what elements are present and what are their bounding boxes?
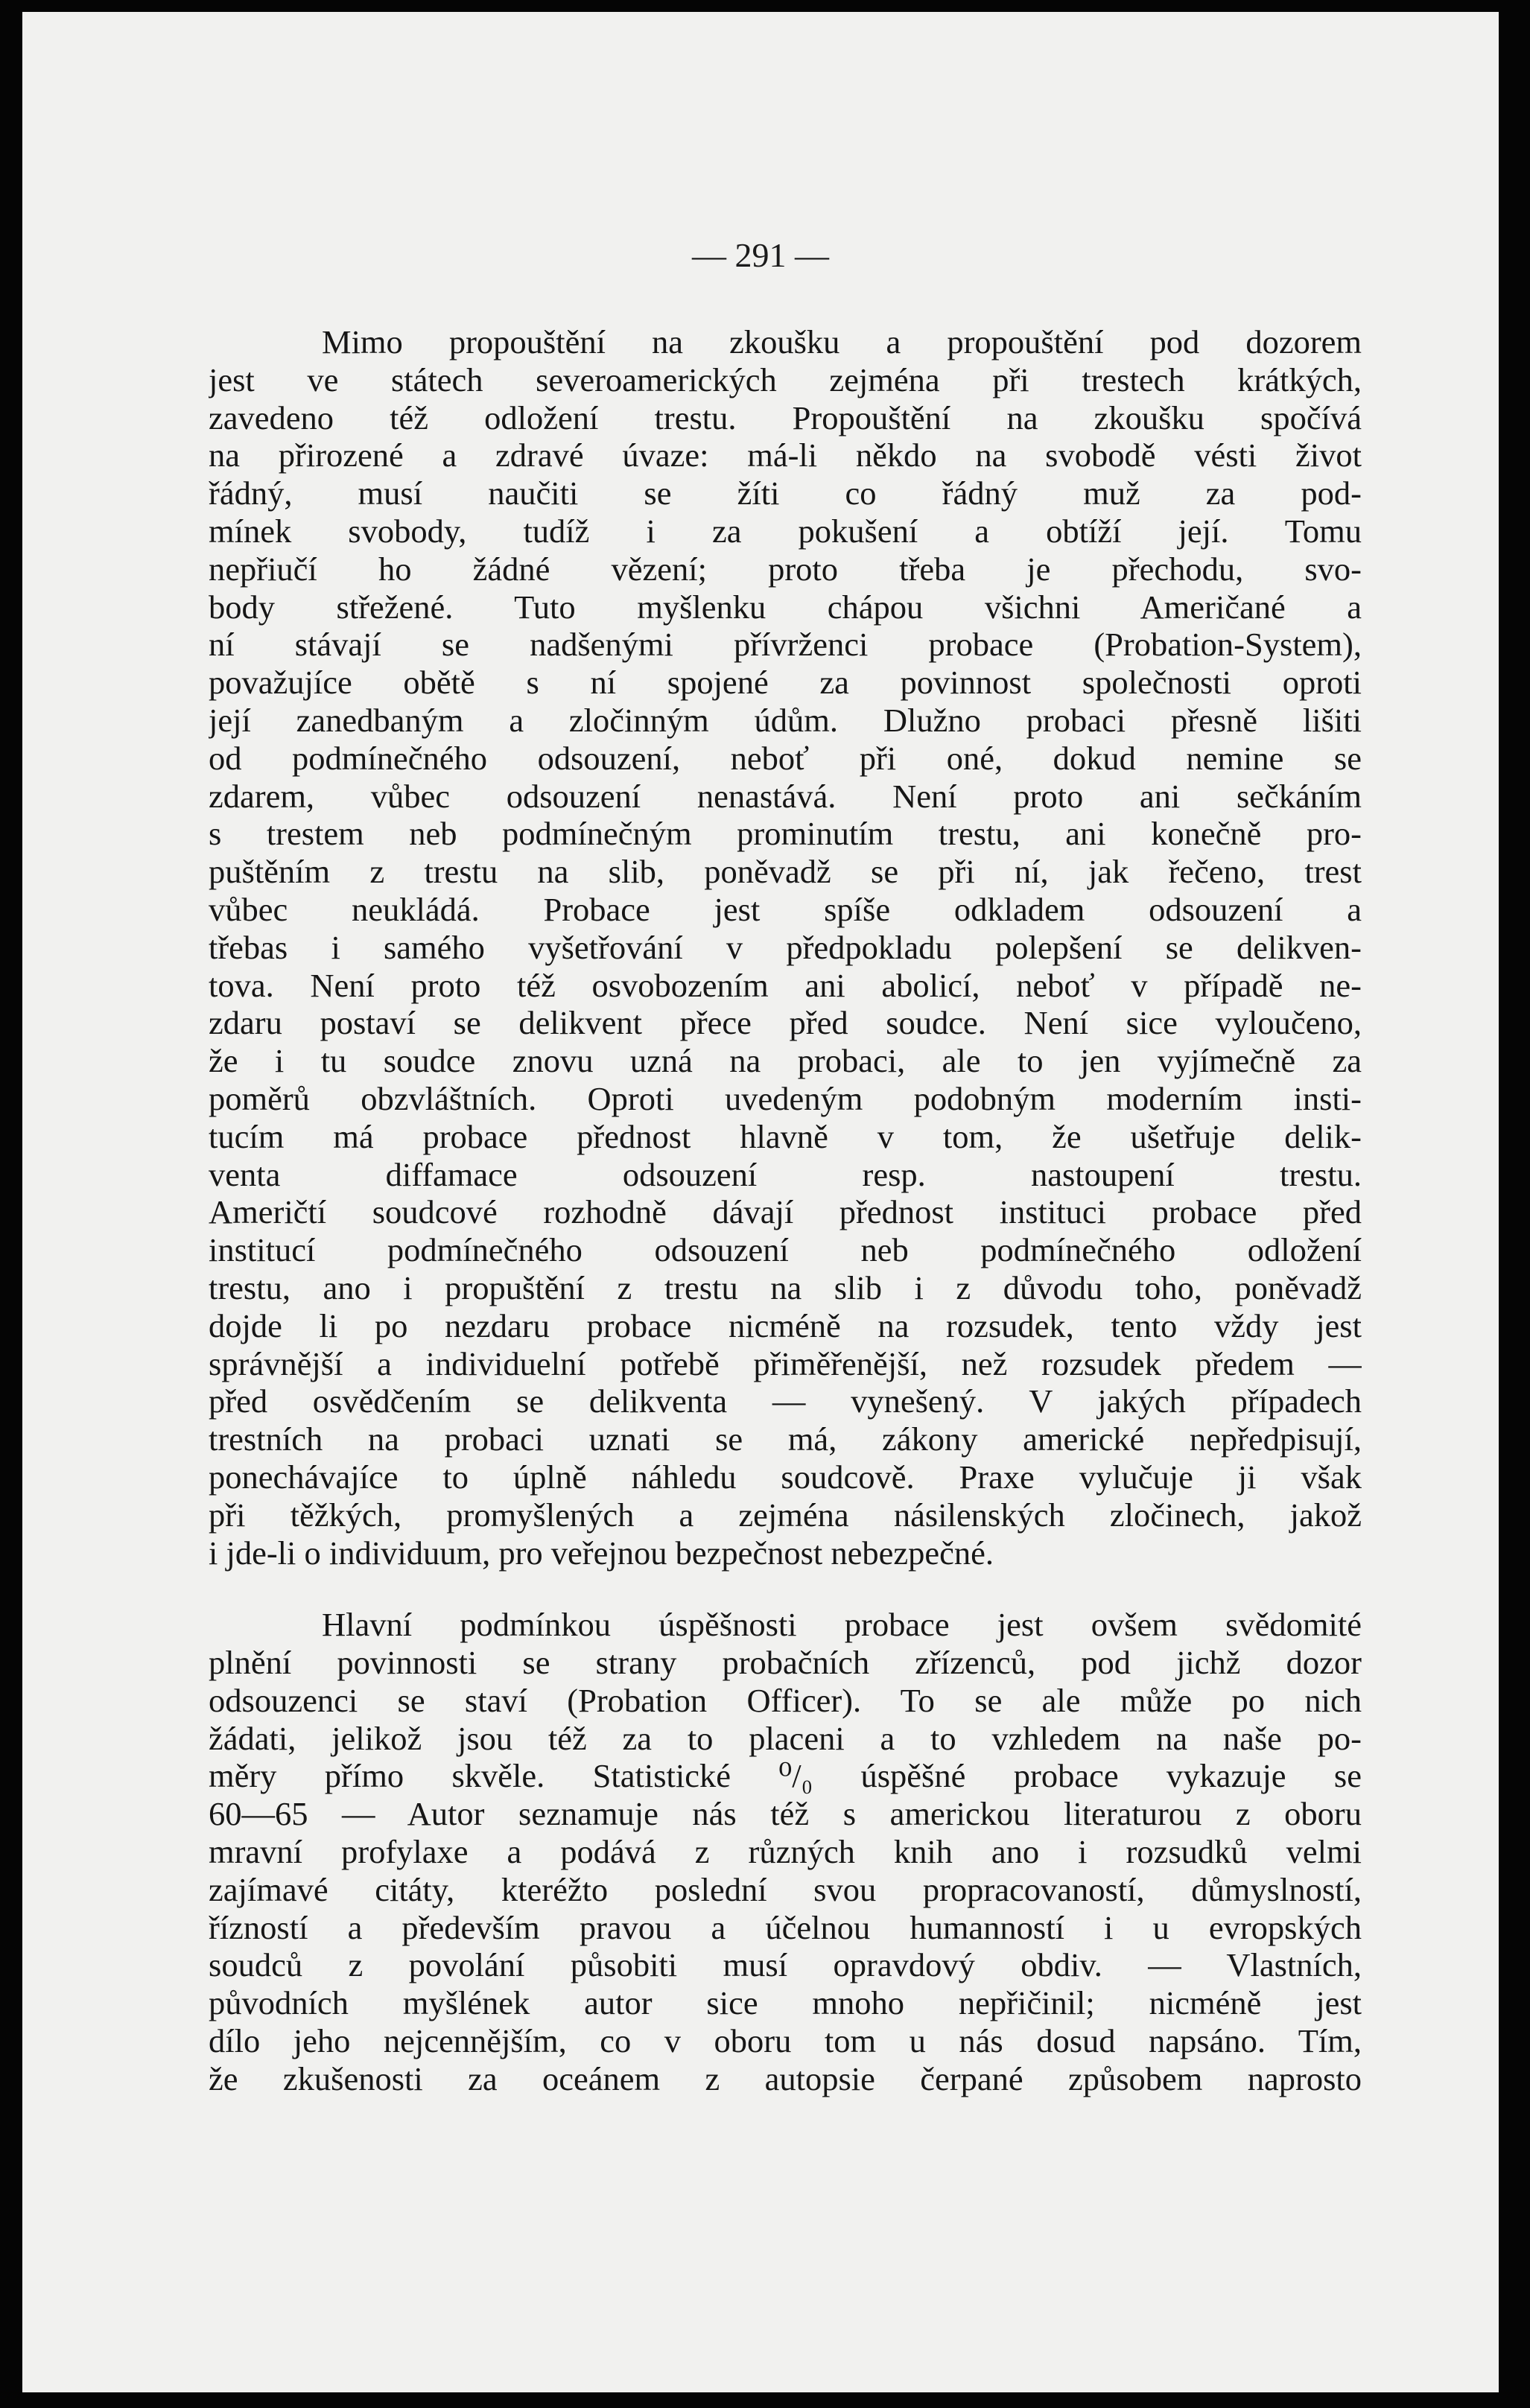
text-line: s trestem neb podmínečným prominutím trestu, ani konečně pro- (209, 815, 1362, 853)
text-line: jest ve státech severoamerických zejména při trestech krátkých, (209, 360, 1362, 398)
text-line: mravní profylaxe a podává z různých knih ano i rozsudků velmi (209, 1833, 1362, 1871)
text-line: žádati, jelikož jsou též za to placeni a to vzhledem na naše po- (209, 1719, 1362, 1757)
paragraph-1 (209, 323, 1362, 1572)
text-line: správnější a individuelní potřebě přiměřenější, než rozsudek předem — (209, 1344, 1362, 1382)
paragraph-2 (209, 1606, 1362, 2097)
text-line: řádný, musí naučiti se žíti co řádný muž za pod- (209, 474, 1362, 512)
text-line: dojde li po nezdaru probace nicméně na rozsudek, tento vždy jest (209, 1306, 1362, 1344)
text-line: plnění povinnosti se strany probačních zřízenců, pod jichž dozor (209, 1644, 1362, 1682)
paragraph-gap (209, 1572, 1362, 1606)
text-line: ponechávajíce to úplně náhledu soudcově. Praxe vylučuje ji však (209, 1458, 1362, 1496)
text-line: Hlavní podmínkou úspěšnosti probace jest ovšem svědomité (322, 1606, 1362, 1644)
text-line: dílo jeho nejcennějším, co v oboru tom u nás dosud napsáno. Tím, (209, 2022, 1362, 2060)
page-number: — 291 — (692, 236, 829, 274)
text-line: trestních na probaci uznati se má, zákony americké nepředpisují, (209, 1420, 1362, 1458)
text-line: ní stávají se nadšenými přívrženci probace (Probation-System), (209, 626, 1362, 664)
text-line: soudců z povolání působiti musí opravdový obdiv. — Vlastních, (209, 1946, 1362, 1984)
text-line: tova. Není proto též osvobozením ani abolicí, neboť v případě ne- (209, 966, 1362, 1004)
text-line: že i tu soudce znovu uzná na probaci, ale to jen vyjímečně za (209, 1042, 1362, 1080)
text-line: mínek svobody, tudíž i za pokušení a obtíží její. Tomu (209, 512, 1362, 550)
text-line: třebas i samého vyšetřování v předpokladu polepšení se delikven- (209, 928, 1362, 966)
text-line: puštěním z trestu na slib, poněvadž se při ní, jak řečeno, trest (209, 853, 1362, 891)
text-line: venta diffamace odsouzení resp. nastoupení trestu. (209, 1155, 1362, 1193)
text-line: považujíce obětě s ní spojené za povinnost společnosti oproti (209, 664, 1362, 702)
text-line: tucím má probace přednost hlavně v tom, že ušetřuje delik- (209, 1117, 1362, 1155)
book-page (22, 12, 1499, 2392)
text-line: při těžkých, promyšlených a zejména násilenských zločinech, jakož (209, 1496, 1362, 1534)
text-line: zajímavé citáty, kteréžto poslední svou propracovaností, důmyslností, (209, 1870, 1362, 1908)
text-line: původních myšlének autor sice mnoho nepřičinil; nicméně jest (209, 1984, 1362, 2022)
text-line: poměrů obzvláštních. Oproti uvedeným podobným moderním insti- (209, 1079, 1362, 1117)
text-line: že zkušenosti za oceánem z autopsie čerpané způsobem naprosto (209, 2059, 1362, 2097)
body-text (209, 323, 1362, 2098)
text-line: 60—65 — Autor seznamuje nás též s americkou literaturou z oboru (209, 1795, 1362, 1833)
text-line: i jde-li o individuum, pro veřejnou bezpečnost nebezpečné. (209, 1534, 994, 1572)
text-line: zdarem, vůbec odsouzení nenastává. Není proto ani sečkáním (209, 777, 1362, 815)
text-line: před osvědčením se delikventa — vynešený. V jakých případech (209, 1382, 1362, 1420)
text-line: její zanedbaným a zločinným údům. Dlužno probaci přesně lišiti (209, 701, 1362, 739)
text-line: Mimo propouštění na zkoušku a propouštění pod dozorem (322, 323, 1362, 360)
text-line: od podmínečného odsouzení, neboť při oné, dokud nemine se (209, 739, 1362, 777)
text-line: odsouzenci se staví (Probation Officer). To se ale může po nich (209, 1681, 1362, 1719)
text-line: měry přímo skvěle. Statistické ⁰/₀ úspěšné probace vykazuje se (209, 1757, 1362, 1795)
text-line: zavedeno též odložení trestu. Propouštění na zkoušku spočívá (209, 398, 1362, 436)
text-line: nepřiučí ho žádné vězení; proto třeba je přechodu, svo- (209, 550, 1362, 588)
text-line: zdaru postaví se delikvent přece před soudce. Není sice vyloučeno, (209, 1004, 1362, 1042)
text-line: vůbec neukládá. Probace jest spíše odkladem odsouzení a (209, 890, 1362, 928)
text-line: body střežené. Tuto myšlenku chápou všichni Američané a (209, 588, 1362, 626)
text-line: na přirozené a zdravé úvaze: má-li někdo na svobodě vésti život (209, 436, 1362, 474)
text-line: Američtí soudcové rozhodně dávají přednost instituci probace před (209, 1193, 1362, 1231)
text-line: trestu, ano i propuštění z trestu na slib i z důvodu toho, poněvadž (209, 1268, 1362, 1306)
text-line: řízností a především pravou a účelnou humanností i u evropských (209, 1908, 1362, 1946)
text-line: institucí podmínečného odsouzení neb podmínečného odložení (209, 1231, 1362, 1269)
